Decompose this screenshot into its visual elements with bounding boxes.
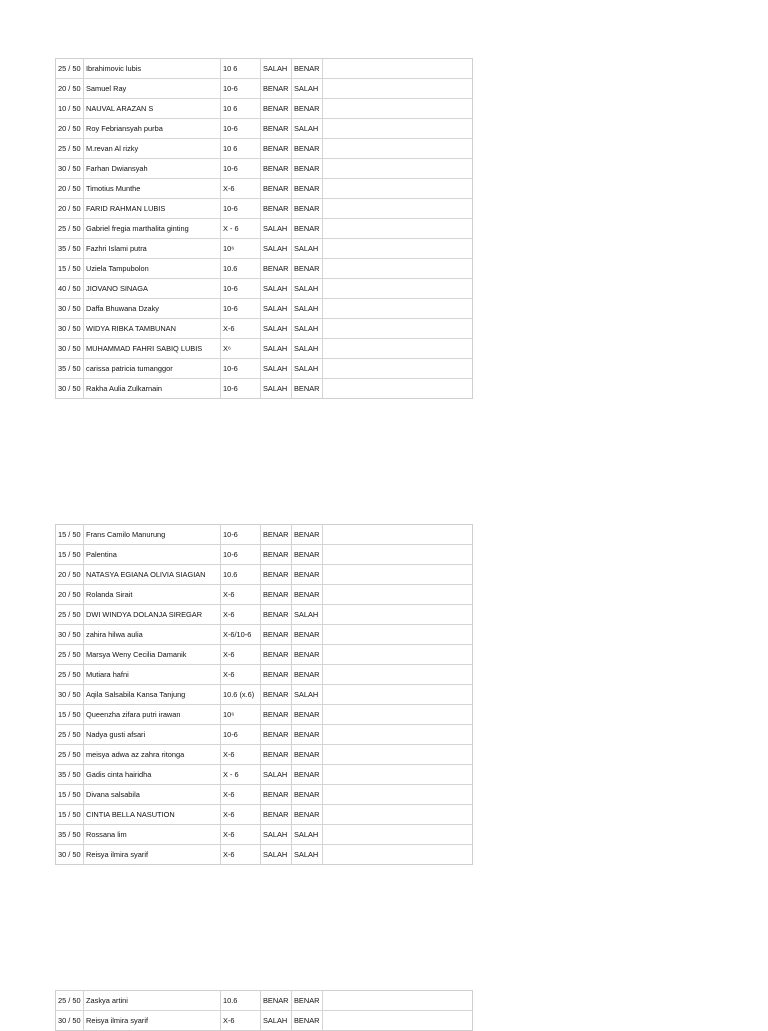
answer-a-cell: SALAH (261, 279, 292, 299)
table-row (56, 545, 473, 565)
answer-b-cell: BENAR (292, 259, 323, 279)
answer-a-cell: BENAR (261, 705, 292, 725)
score-cell: 25 / 50 (58, 996, 81, 1005)
table-row (56, 79, 473, 99)
name-cell: Rossana lim (84, 825, 221, 845)
table-row (56, 59, 473, 79)
table-row (56, 239, 473, 259)
empty-cell (323, 825, 473, 845)
class-cell: 10-6 (221, 79, 261, 99)
name-cell: meisya adwa az zahra ritonga (84, 745, 221, 765)
answer-b-cell: BENAR (292, 199, 323, 219)
answer-a-cell: BENAR (261, 605, 292, 625)
name-cell: Frans Camilo Manurung (84, 525, 221, 545)
empty-cell (323, 99, 473, 119)
answer-a-cell: BENAR (261, 179, 292, 199)
name-cell: Timotius Munthe (84, 179, 221, 199)
score-cell: 25 / 50 (56, 219, 84, 239)
empty-cell (323, 605, 473, 625)
class-cell: 10-6 (221, 159, 261, 179)
score-cell: 15 / 50 (56, 259, 84, 279)
table-row (56, 665, 473, 685)
answer-b-cell: BENAR (292, 805, 323, 825)
answer-a-cell: BENAR (261, 745, 292, 765)
empty-cell (323, 991, 473, 1011)
table-row (56, 585, 473, 605)
empty-cell (323, 565, 473, 585)
score-cell: 25 / 50 (56, 725, 84, 745)
class-cell: X-6 (221, 605, 261, 625)
class-cell: X-6 (221, 1011, 261, 1031)
name-cell: Divana salsabila (84, 785, 221, 805)
empty-cell (323, 625, 473, 645)
answer-a-cell: BENAR (261, 991, 292, 1011)
empty-cell (323, 845, 473, 865)
empty-cell (323, 239, 473, 259)
answer-b-cell: SALAH (292, 79, 323, 99)
class-cell: X - 6 (221, 765, 261, 785)
class-cell: X-6 (221, 179, 261, 199)
empty-cell (323, 199, 473, 219)
answer-a-cell: BENAR (261, 725, 292, 745)
answer-b-cell: BENAR (292, 545, 323, 565)
empty-cell (323, 805, 473, 825)
empty-cell (323, 645, 473, 665)
name-cell: Samuel Ray (84, 79, 221, 99)
class-cell: 10-6 (221, 299, 261, 319)
empty-cell (323, 525, 473, 545)
answer-a-cell: SALAH (261, 1011, 292, 1031)
score-cell: 20 / 50 (56, 585, 84, 605)
class-cell: 10.6 (x.6) (221, 685, 261, 705)
empty-cell (323, 279, 473, 299)
score-cell: 25 / 50 (58, 64, 81, 73)
table-row (56, 685, 473, 705)
name-cell: Marsya Weny Cecilia Damanik (84, 645, 221, 665)
empty-cell (323, 545, 473, 565)
name-cell: Rolanda Sirait (84, 585, 221, 605)
score-cell: 10 / 50 (56, 99, 84, 119)
class-cell: 10.6 (221, 259, 261, 279)
name-cell: NATASYA EGIANA OLIVIA SIAGIAN (84, 565, 221, 585)
name-cell: Gabriel fregia marthalita ginting (84, 219, 221, 239)
answer-a-cell: BENAR (261, 99, 292, 119)
class-cell: 10-6 (221, 359, 261, 379)
score-cell: 15 / 50 (56, 545, 84, 565)
answer-a-cell: BENAR (261, 545, 292, 565)
score-cell: 30 / 50 (56, 625, 84, 645)
name-cell: Ibrahimovic lubis (84, 59, 221, 79)
table-row (56, 199, 473, 219)
table-row (56, 179, 473, 199)
answer-b-cell: BENAR (292, 665, 323, 685)
class-cell: 10⁶ (221, 239, 261, 259)
table-row (56, 991, 473, 1011)
name-cell: NAUVAL ARAZAN S (84, 99, 221, 119)
class-cell: 10-6 (221, 199, 261, 219)
name-cell: JIOVANO SINAGA (84, 279, 221, 299)
table-row (56, 645, 473, 665)
score-cell: 25 / 50 (56, 139, 84, 159)
answer-a-cell: BENAR (261, 79, 292, 99)
table-row (56, 279, 473, 299)
answer-b-cell: BENAR (292, 745, 323, 765)
answer-a-cell: SALAH (261, 765, 292, 785)
empty-cell (323, 665, 473, 685)
table-row (56, 805, 473, 825)
answer-a-cell: BENAR (261, 119, 292, 139)
table-row (56, 319, 473, 339)
answer-b-cell: SALAH (292, 279, 323, 299)
answer-a-cell: BENAR (261, 199, 292, 219)
table-row (56, 525, 473, 545)
class-cell: X - 6 (221, 219, 261, 239)
empty-cell (323, 785, 473, 805)
name-cell: DWI WINDYA DOLANJA SIREGAR (84, 605, 221, 625)
answer-b-cell: BENAR (292, 585, 323, 605)
score-cell: 15 / 50 (56, 805, 84, 825)
class-cell: 10 6 (221, 99, 261, 119)
answer-a-cell: BENAR (261, 525, 292, 545)
score-cell: 30 / 50 (56, 319, 84, 339)
answer-b-cell: SALAH (292, 319, 323, 339)
empty-cell (323, 725, 473, 745)
class-cell: 10-6 (221, 525, 261, 545)
score-cell: 25 / 50 (56, 605, 84, 625)
class-cell: 10-6 (221, 279, 261, 299)
empty-cell (323, 59, 473, 79)
class-cell: 10 6 (221, 139, 261, 159)
table-row (56, 259, 473, 279)
answer-a-cell: SALAH (261, 379, 292, 399)
score-cell: 30 / 50 (56, 379, 84, 399)
class-cell: 10-6 (221, 119, 261, 139)
score-cell: 15 / 50 (56, 705, 84, 725)
class-cell: 10-6 (221, 379, 261, 399)
answer-a-cell: BENAR (261, 665, 292, 685)
empty-cell (323, 339, 473, 359)
answer-a-cell: SALAH (261, 339, 292, 359)
score-table-3 (55, 990, 473, 1031)
answer-b-cell: SALAH (292, 339, 323, 359)
answer-b-cell: SALAH (292, 359, 323, 379)
name-cell: Farhan Dwiansyah (84, 159, 221, 179)
answer-b-cell: SALAH (292, 299, 323, 319)
class-cell: X-6 (221, 845, 261, 865)
name-cell: Mutiara hafni (84, 665, 221, 685)
class-cell: X-6 (221, 745, 261, 765)
class-cell: X-6 (221, 319, 261, 339)
answer-b-cell: BENAR (292, 645, 323, 665)
name-cell: Reisya ilmira syarif (84, 845, 221, 865)
table-row (56, 99, 473, 119)
score-cell: 30 / 50 (56, 159, 84, 179)
table-row (56, 845, 473, 865)
empty-cell (323, 259, 473, 279)
score-cell: 15 / 50 (58, 530, 81, 539)
table-row (56, 139, 473, 159)
name-cell: zahira hilwa aulia (84, 625, 221, 645)
answer-a-cell: SALAH (261, 59, 292, 79)
table-row (56, 765, 473, 785)
table-row (56, 565, 473, 585)
answer-b-cell: SALAH (292, 605, 323, 625)
score-cell: 20 / 50 (56, 565, 84, 585)
name-cell: Uziela Tampubolon (84, 259, 221, 279)
empty-cell (323, 685, 473, 705)
answer-b-cell: BENAR (292, 219, 323, 239)
empty-cell (323, 585, 473, 605)
score-cell: 40 / 50 (56, 279, 84, 299)
answer-b-cell: BENAR (292, 991, 323, 1011)
score-cell: 20 / 50 (56, 79, 84, 99)
name-cell: Zaskya artini (84, 991, 221, 1011)
empty-cell (323, 705, 473, 725)
table-row (56, 745, 473, 765)
score-cell: 30 / 50 (56, 339, 84, 359)
answer-b-cell: BENAR (292, 525, 323, 545)
answer-a-cell: BENAR (261, 685, 292, 705)
answer-b-cell: BENAR (292, 59, 323, 79)
score-cell: 20 / 50 (56, 199, 84, 219)
answer-b-cell: BENAR (292, 565, 323, 585)
answer-b-cell: BENAR (292, 705, 323, 725)
answer-b-cell: BENAR (292, 99, 323, 119)
class-cell: 10.6 (221, 991, 261, 1011)
answer-a-cell: BENAR (261, 139, 292, 159)
table-row (56, 299, 473, 319)
score-cell: 15 / 50 (56, 785, 84, 805)
table-row (56, 625, 473, 645)
table-row (56, 339, 473, 359)
class-cell: 10-6 (221, 545, 261, 565)
name-cell: WIDYA RIBKA TAMBUNAN (84, 319, 221, 339)
score-cell: 30 / 50 (56, 685, 84, 705)
empty-cell (323, 119, 473, 139)
name-cell: Palentina (84, 545, 221, 565)
name-cell: Rakha Aulia Zulkarnain (84, 379, 221, 399)
name-cell: Nadya gusti afsari (84, 725, 221, 745)
answer-a-cell: BENAR (261, 625, 292, 645)
table-row (56, 825, 473, 845)
empty-cell (323, 745, 473, 765)
answer-b-cell: BENAR (292, 139, 323, 159)
empty-cell (323, 379, 473, 399)
answer-a-cell: SALAH (261, 299, 292, 319)
name-cell: MUHAMMAD FAHRI SABIQ LUBIS (84, 339, 221, 359)
table-row (56, 379, 473, 399)
empty-cell (323, 139, 473, 159)
name-cell: Queenzha zifara putri irawan (84, 705, 221, 725)
name-cell: M.revan Al rizky (84, 139, 221, 159)
answer-a-cell: BENAR (261, 259, 292, 279)
answer-a-cell: BENAR (261, 159, 292, 179)
empty-cell (323, 1011, 473, 1031)
empty-cell (323, 159, 473, 179)
name-cell: Daffa Bhuwana Dzaky (84, 299, 221, 319)
score-cell: 20 / 50 (56, 119, 84, 139)
answer-a-cell: BENAR (261, 785, 292, 805)
class-cell: X-6 (221, 825, 261, 845)
answer-b-cell: BENAR (292, 1011, 323, 1031)
score-cell: 20 / 50 (56, 179, 84, 199)
class-cell: X-6 (221, 585, 261, 605)
answer-a-cell: SALAH (261, 319, 292, 339)
score-table-2 (55, 524, 473, 865)
name-cell: Gadis cinta hairidha (84, 765, 221, 785)
class-cell: X-6 (221, 785, 261, 805)
class-cell: X-6 (221, 805, 261, 825)
answer-b-cell: SALAH (292, 845, 323, 865)
answer-a-cell: BENAR (261, 645, 292, 665)
table-row (56, 359, 473, 379)
score-cell: 25 / 50 (56, 665, 84, 685)
score-cell: 35 / 50 (56, 825, 84, 845)
answer-b-cell: SALAH (292, 119, 323, 139)
answer-a-cell: BENAR (261, 585, 292, 605)
empty-cell (323, 219, 473, 239)
name-cell: carissa patricia tumanggor (84, 359, 221, 379)
answer-b-cell: SALAH (292, 825, 323, 845)
answer-b-cell: BENAR (292, 379, 323, 399)
table-row (56, 1011, 473, 1031)
class-cell: 10.6 (221, 565, 261, 585)
empty-cell (323, 79, 473, 99)
table-row (56, 705, 473, 725)
table-row (56, 725, 473, 745)
answer-b-cell: SALAH (292, 239, 323, 259)
class-cell: 10-6 (221, 725, 261, 745)
answer-b-cell: BENAR (292, 765, 323, 785)
answer-a-cell: SALAH (261, 825, 292, 845)
answer-b-cell: BENAR (292, 179, 323, 199)
answer-b-cell: SALAH (292, 685, 323, 705)
answer-b-cell: BENAR (292, 159, 323, 179)
score-cell: 30 / 50 (56, 299, 84, 319)
table-row (56, 605, 473, 625)
empty-cell (323, 359, 473, 379)
score-cell: 25 / 50 (56, 745, 84, 765)
empty-cell (323, 299, 473, 319)
name-cell: FARID RAHMAN LUBIS (84, 199, 221, 219)
answer-a-cell: BENAR (261, 805, 292, 825)
score-cell: 30 / 50 (56, 845, 84, 865)
table-row (56, 159, 473, 179)
name-cell: Fazhri Islami putra (84, 239, 221, 259)
score-cell: 30 / 50 (56, 1011, 84, 1031)
name-cell: Roy Febriansyah purba (84, 119, 221, 139)
table-row (56, 785, 473, 805)
answer-a-cell: SALAH (261, 359, 292, 379)
answer-a-cell: BENAR (261, 565, 292, 585)
name-cell: Aqila Salsabila Kansa Tanjung (84, 685, 221, 705)
score-cell: 35 / 50 (56, 765, 84, 785)
answer-b-cell: BENAR (292, 725, 323, 745)
answer-a-cell: SALAH (261, 219, 292, 239)
score-cell: 25 / 50 (56, 645, 84, 665)
class-cell: X-6 (221, 645, 261, 665)
answer-a-cell: SALAH (261, 239, 292, 259)
answer-a-cell: SALAH (261, 845, 292, 865)
class-cell: X⁶ (221, 339, 261, 359)
score-table-1 (55, 58, 473, 399)
class-cell: X-6/10-6 (221, 625, 261, 645)
name-cell: CINTIA BELLA NASUTION (84, 805, 221, 825)
answer-b-cell: BENAR (292, 785, 323, 805)
empty-cell (323, 765, 473, 785)
empty-cell (323, 179, 473, 199)
answer-b-cell: BENAR (292, 625, 323, 645)
score-cell: 35 / 50 (56, 359, 84, 379)
score-cell: 35 / 50 (56, 239, 84, 259)
table-row (56, 119, 473, 139)
table-row (56, 219, 473, 239)
class-cell: 10 6 (221, 59, 261, 79)
class-cell: 10⁶ (221, 705, 261, 725)
class-cell: X-6 (221, 665, 261, 685)
empty-cell (323, 319, 473, 339)
name-cell: Reisya ilmira syarif (84, 1011, 221, 1031)
